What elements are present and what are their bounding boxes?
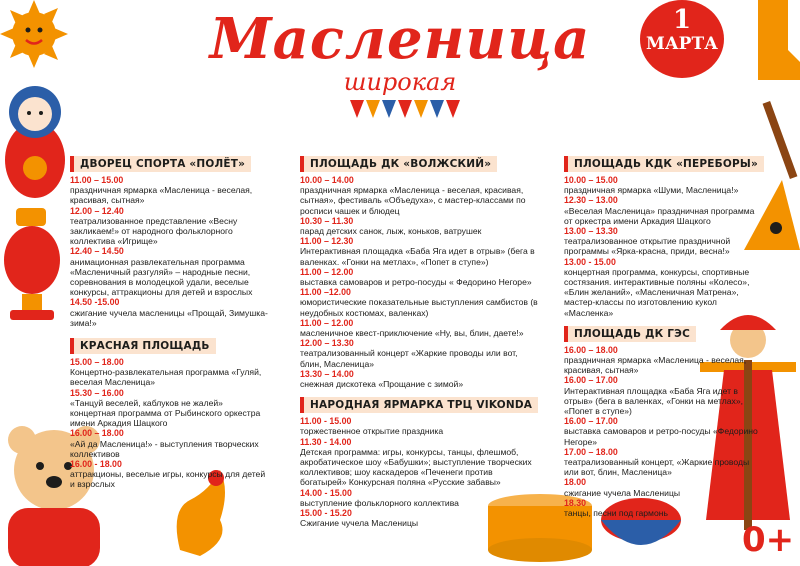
event-time: 15.30 – 16.00 bbox=[70, 387, 124, 398]
event-time: 15.00 - 15.20 bbox=[300, 508, 352, 519]
event-item bbox=[564, 416, 764, 447]
event-item bbox=[70, 246, 270, 297]
event-description: выступление фольклорного коллектива bbox=[300, 497, 459, 508]
event-time: 11.00 – 12.00 bbox=[300, 266, 354, 277]
event-item bbox=[70, 175, 270, 206]
event-item bbox=[300, 318, 540, 338]
event-description: Интерактивная площадка «Баба Яга идет в отрыв» (бега в валенках, «Гонки на метлах», «Попет в ступе») bbox=[564, 385, 743, 417]
event-item bbox=[70, 206, 270, 247]
event-time: 16.00 – 17.00 bbox=[564, 375, 618, 386]
event-item bbox=[300, 236, 540, 267]
event-time: 15.00 – 18.00 bbox=[70, 357, 124, 368]
event-time: 14.50 -15.00 bbox=[70, 297, 120, 308]
event-time: 11.00 – 12.30 bbox=[300, 236, 354, 247]
event-time: 10.30 – 11.30 bbox=[300, 215, 354, 226]
event-item bbox=[564, 175, 764, 195]
event-time: 16.00 – 17.00 bbox=[564, 416, 618, 427]
event-description: праздничная ярмарка «Масленица - веселая, красивая, сытная» bbox=[564, 355, 747, 376]
event-description: Концертно-развлекательная программа «Гуляй, веселая Масленица» bbox=[70, 367, 262, 388]
event-time: 11.00 – 15.00 bbox=[70, 175, 124, 185]
event-time: 12.30 – 13.00 bbox=[564, 195, 618, 206]
event-time: 13.30 – 14.00 bbox=[300, 368, 354, 379]
event-description: Детская программа: игры, конкурсы, танцы, флешмоб, акробатическое шоу «Бабушки»; выступление творческих коллективов; шоу каскадеров «Печенеги против богатырей» Конкурсная поляна «Русские забавы» bbox=[300, 446, 532, 488]
event-item bbox=[300, 416, 540, 436]
event-description: праздничная ярмарка «Масленица - веселая, красивая, сытная» bbox=[70, 185, 253, 206]
event-description: танцы, песни под гармонь bbox=[564, 508, 668, 519]
event-description: концертная программа, конкурсы, спортивные состязания. интерактивные поляны «Колесо», «Блин желаний», «Масленичная Матрена», мастер-классы по изготовлению кукол «Масленка» bbox=[564, 266, 750, 318]
event-description: аттракционы, веселые игры, конкурсы для детей и взрослых bbox=[70, 469, 266, 490]
event-item bbox=[564, 477, 764, 497]
event-time: 11.00 – 12.00 bbox=[300, 317, 354, 328]
schedule-column-3 bbox=[564, 152, 764, 518]
event-description: «Танцуй веселей, каблуков не жалей» концертная программа от Рыбинского оркестра имени Аркадия Шацкого bbox=[70, 397, 261, 429]
poster-title: Масленица bbox=[209, 6, 591, 72]
schedule-column-1 bbox=[70, 152, 270, 490]
bunting-icon bbox=[350, 100, 460, 130]
event-description: театрализованное открытие праздничной программы «Ярка-красна, приди, весна!» bbox=[564, 236, 731, 257]
event-item bbox=[70, 297, 270, 328]
event-item bbox=[564, 498, 764, 518]
event-description: юмористические показательные выступления самбистов (в неудобных костюмах, валенках) bbox=[300, 297, 538, 318]
event-time: 14.00 - 15.00 bbox=[300, 487, 352, 498]
event-item bbox=[300, 369, 540, 389]
poster-subtitle: широкая bbox=[343, 68, 457, 96]
event-description: торжественное открытие праздника bbox=[300, 426, 444, 437]
samovar-icon bbox=[2, 198, 64, 328]
event-time: 10.00 – 14.00 bbox=[300, 175, 354, 185]
event-item bbox=[300, 437, 540, 488]
event-item bbox=[70, 459, 270, 490]
event-time: 17.00 – 18.00 bbox=[564, 446, 618, 457]
age-rating: 0+ bbox=[742, 520, 795, 560]
event-item bbox=[564, 226, 764, 257]
event-item bbox=[564, 447, 764, 478]
event-time: 12.00 – 13.30 bbox=[300, 338, 354, 349]
event-description: анимационная развлекательная программа «Масленичный разгуляй» – народные песни, соревнования в молодецкой удали, веселые конкурсы, аттракционы для детей и взрослых bbox=[70, 256, 253, 298]
event-description: выставка самоваров и ретро-посуды «Федорино Негоре» bbox=[564, 426, 758, 447]
event-time: 16.00 – 18.00 bbox=[564, 344, 618, 355]
matryoshka-icon bbox=[0, 80, 70, 200]
event-description: сжигание чучела Масленицы bbox=[564, 487, 681, 498]
venue-heading: ДВОРЕЦ СПОРТА «ПОЛЁТ» bbox=[70, 156, 251, 172]
event-time: 12.40 – 14.50 bbox=[70, 246, 124, 257]
date-day: 1 bbox=[672, 5, 692, 35]
venue-heading: КРАСНАЯ ПЛОЩАДЬ bbox=[70, 338, 216, 354]
event-time: 16.00 – 18.00 bbox=[70, 428, 124, 439]
event-description: «Веселая Масленица» праздничная программа от оркестра имени Аркадия Шацкого bbox=[564, 205, 755, 226]
event-time: 12.00 – 12.40 bbox=[70, 205, 124, 216]
event-item bbox=[300, 216, 540, 236]
event-item bbox=[300, 175, 540, 216]
event-item bbox=[564, 257, 764, 318]
event-description: выставка самоваров и ретро-посуды « Федорино Негоре» bbox=[300, 277, 532, 288]
event-description: театрализованный концерт «Жаркие проводы или вот, блин, Масленица» bbox=[300, 348, 518, 369]
date-badge bbox=[640, 0, 724, 78]
date-month: МАРТА bbox=[646, 34, 718, 54]
event-description: снежная дискотека «Прощание с зимой» bbox=[300, 379, 464, 390]
event-item bbox=[564, 195, 764, 226]
event-description: Интерактивная площадка «Баба Яга идет в отрыв» (бега в валенках. «Гонки на метлах», «Попет в ступе») bbox=[300, 246, 535, 267]
event-item bbox=[564, 375, 764, 416]
event-time: 13.00 - 15.00 bbox=[564, 256, 616, 267]
event-time: 18.30 bbox=[564, 497, 587, 508]
event-description: праздничная ярмарка «Масленица - веселая, красивая, сытная», фестиваль «Объедуха», с мастер-классами по росписи чашек и блюдец bbox=[300, 185, 526, 216]
event-time: 10.00 – 15.00 bbox=[564, 175, 618, 185]
event-time: 11.00 –12.00 bbox=[300, 287, 351, 298]
event-description: праздничная ярмарка «Шуми, Масленица!» bbox=[564, 185, 739, 196]
event-item bbox=[564, 345, 764, 376]
venue-heading: ПЛОЩАДЬ ДК ГЭС bbox=[564, 326, 696, 342]
venue-heading: ПЛОЩАДЬ ДК «ВОЛЖСКИЙ» bbox=[300, 156, 497, 172]
event-item bbox=[300, 338, 540, 369]
event-time: 16.00 - 18.00 bbox=[70, 459, 122, 470]
venue-heading: ПЛОЩАДЬ КДК «ПЕРЕБОРЫ» bbox=[564, 156, 764, 172]
event-time: 13.00 – 13.30 bbox=[564, 226, 618, 237]
event-item bbox=[70, 428, 270, 459]
event-item bbox=[300, 267, 540, 287]
event-description: театрализованный концерт, «Жаркие проводы или вот, блин, Масленица» bbox=[564, 457, 750, 478]
event-time: 18.00 bbox=[564, 477, 587, 488]
event-item bbox=[70, 357, 270, 388]
schedule-column-2 bbox=[300, 152, 540, 529]
event-item bbox=[300, 508, 540, 528]
event-time: 11.00 - 15.00 bbox=[300, 416, 352, 427]
event-time: 11.30 - 14.00 bbox=[300, 436, 352, 447]
event-item bbox=[300, 287, 540, 318]
event-description: театрализованное представление «Весну закликаем!» от народного фольклорного коллектива «Игрище» bbox=[70, 215, 238, 247]
venue-heading: НАРОДНАЯ ЯРМАРКА ТРЦ VIKONDA bbox=[300, 397, 538, 413]
event-description: парад детских санок, лыж, коньков, ватрушек bbox=[300, 226, 482, 237]
event-description: Сжигание чучела Масленицы bbox=[300, 518, 419, 529]
event-item bbox=[300, 488, 540, 508]
event-description: «Ай да Масленица!» - выступления творческих коллективов bbox=[70, 438, 259, 459]
event-description: сжигание чучела масленицы «Прощай, Зимушка-зима!» bbox=[70, 307, 268, 328]
event-description: масленичное квест-приключение «Ну, вы, блин, даете!» bbox=[300, 328, 524, 339]
event-item bbox=[70, 388, 270, 429]
